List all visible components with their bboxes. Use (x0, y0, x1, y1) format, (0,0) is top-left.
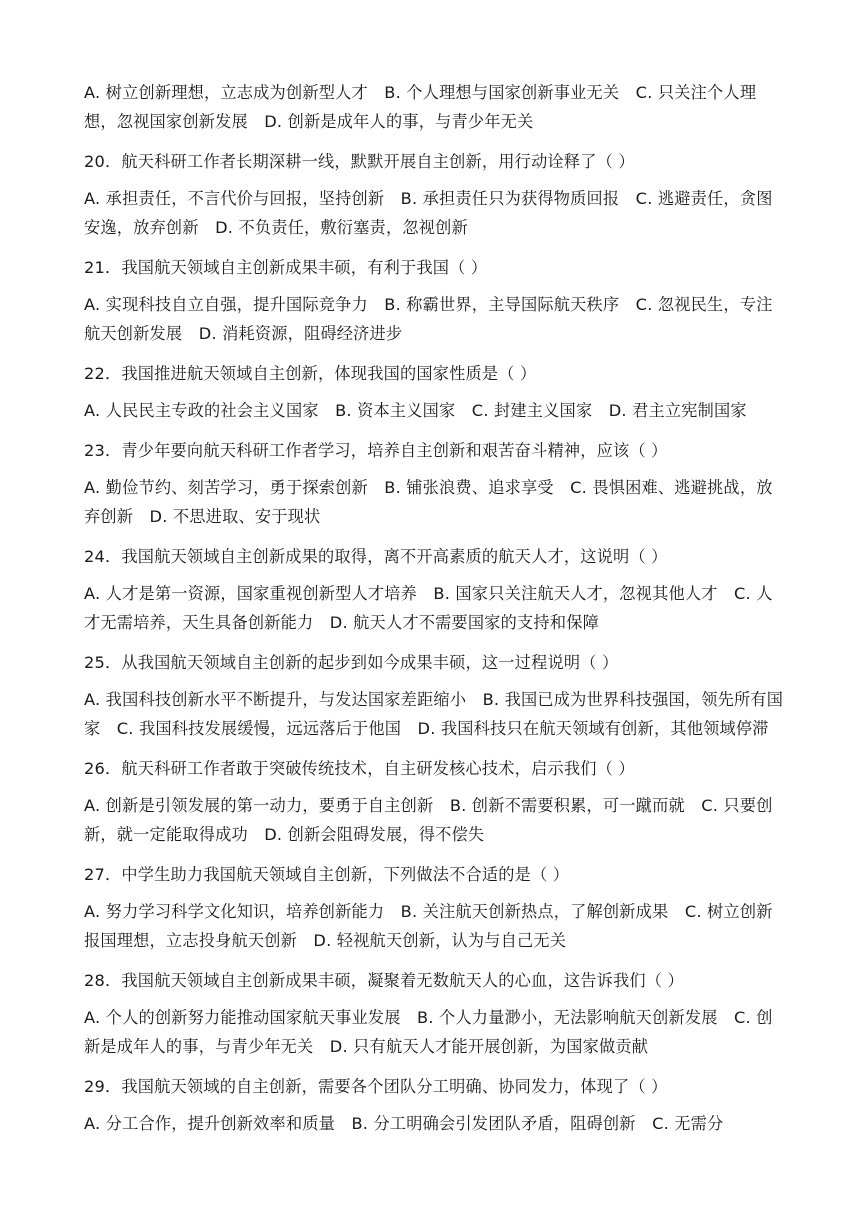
question-26: 26．航天科研工作者敢于突破传统技术，自主研发核心技术，启示我们（ ） (84, 759, 635, 778)
question-20: 20．航天科研工作者长期深耕一线，默默开展自主创新，用行动诠释了（ ） (84, 152, 635, 171)
options-23: A. 勤俭节约、刻苦学习，勇于探索创新 B. 铺张浪费、追求享受 C. 畏惧困难、逃避挑战，放弃创新 D. 不思进取、安于现状 (84, 478, 773, 526)
options-29: A. 分工合作，提升创新效率和质量 B. 分工明确会引发团队矛盾，阻碍创新 C. 无需分 (84, 1114, 724, 1133)
question-25: 25．从我国航天领域自主创新的起步到如今成果丰硕，这一过程说明（ ） (84, 653, 619, 672)
options-21: A. 实现科技自立自强，提升国际竞争力 B. 称霸世界，主导国际航天秩序 C. 忽视民生，专注航天创新发展 D. 消耗资源，阻碍经济进步 (84, 295, 773, 343)
options-22: A. 人民民主专政的社会主义国家 B. 资本主义国家 C. 封建主义国家 D. 君主立宪制国家 (84, 401, 747, 420)
options-19: A. 树立创新理想，立志成为创新型人才 B. 个人理想与国家创新事业无关 C. 只关注个人理想，忽视国家创新发展 D. 创新是成年人的事，与青少年无关 (84, 83, 757, 131)
options-27: A. 努力学习科学文化知识，培养创新能力 B. 关注航天创新热点，了解创新成果 C. 树立创新报国理想，立志投身航天创新 D. 轻视航天创新，认为与自己无关 (84, 902, 773, 950)
question-21: 21．我国航天领域自主创新成果丰硕，有利于我国（ ） (84, 258, 488, 277)
options-25: A. 我国科技创新水平不断提升，与发达国家差距缩小 B. 我国已成为世界科技强国，领先所有国家 C. 我国科技发展缓慢，远远落后于他国 D. 我国科技只在航天领域有创新，其他领域停滞 (84, 690, 784, 738)
options-24: A. 人才是第一资源，国家重视创新型人才培养 B. 国家只关注航天人才，忽视其他人才 C. 人才无需培养，天生具备创新能力 D. 航天人才不需要国家的支持和保障 (84, 584, 773, 632)
question-29: 29．我国航天领域的自主创新，需要各个团队分工明确、协同发力，体现了（ ） (84, 1077, 668, 1096)
question-24: 24．我国航天领域自主创新成果的取得，离不开高素质的航天人才，这说明（ ） (84, 547, 668, 566)
question-28: 28．我国航天领域自主创新成果丰硕，凝聚着无数航天人的心血，这告诉我们（ ） (84, 971, 684, 990)
question-22: 22．我国推进航天领域自主创新，体现我国的国家性质是（ ） (84, 364, 537, 383)
options-28: A. 个人的创新努力能推动国家航天事业发展 B. 个人力量渺小，无法影响航天创新发展 C. 创新是成年人的事，与青少年无关 D. 只有航天人才能开展创新，为国家做贡献 (84, 1008, 773, 1056)
question-23: 23．青少年要向航天科研工作者学习，培养自主创新和艰苦奋斗精神，应该（ ） (84, 441, 668, 460)
question-27: 27．中学生助力我国航天领域自主创新，下列做法不合适的是（ ） (84, 865, 570, 884)
document-page (84, 78, 784, 1138)
options-20: A. 承担责任，不言代价与回报，坚持创新 B. 承担责任只为获得物质回报 C. 逃避责任，贪图安逸，放弃创新 D. 不负责任，敷衍塞责，忽视创新 (84, 189, 773, 237)
options-26: A. 创新是引领发展的第一动力，要勇于自主创新 B. 创新不需要积累，可一蹴而就 C. 只要创新，就一定能取得成功 D. 创新会阻碍发展，得不偿失 (84, 796, 773, 844)
